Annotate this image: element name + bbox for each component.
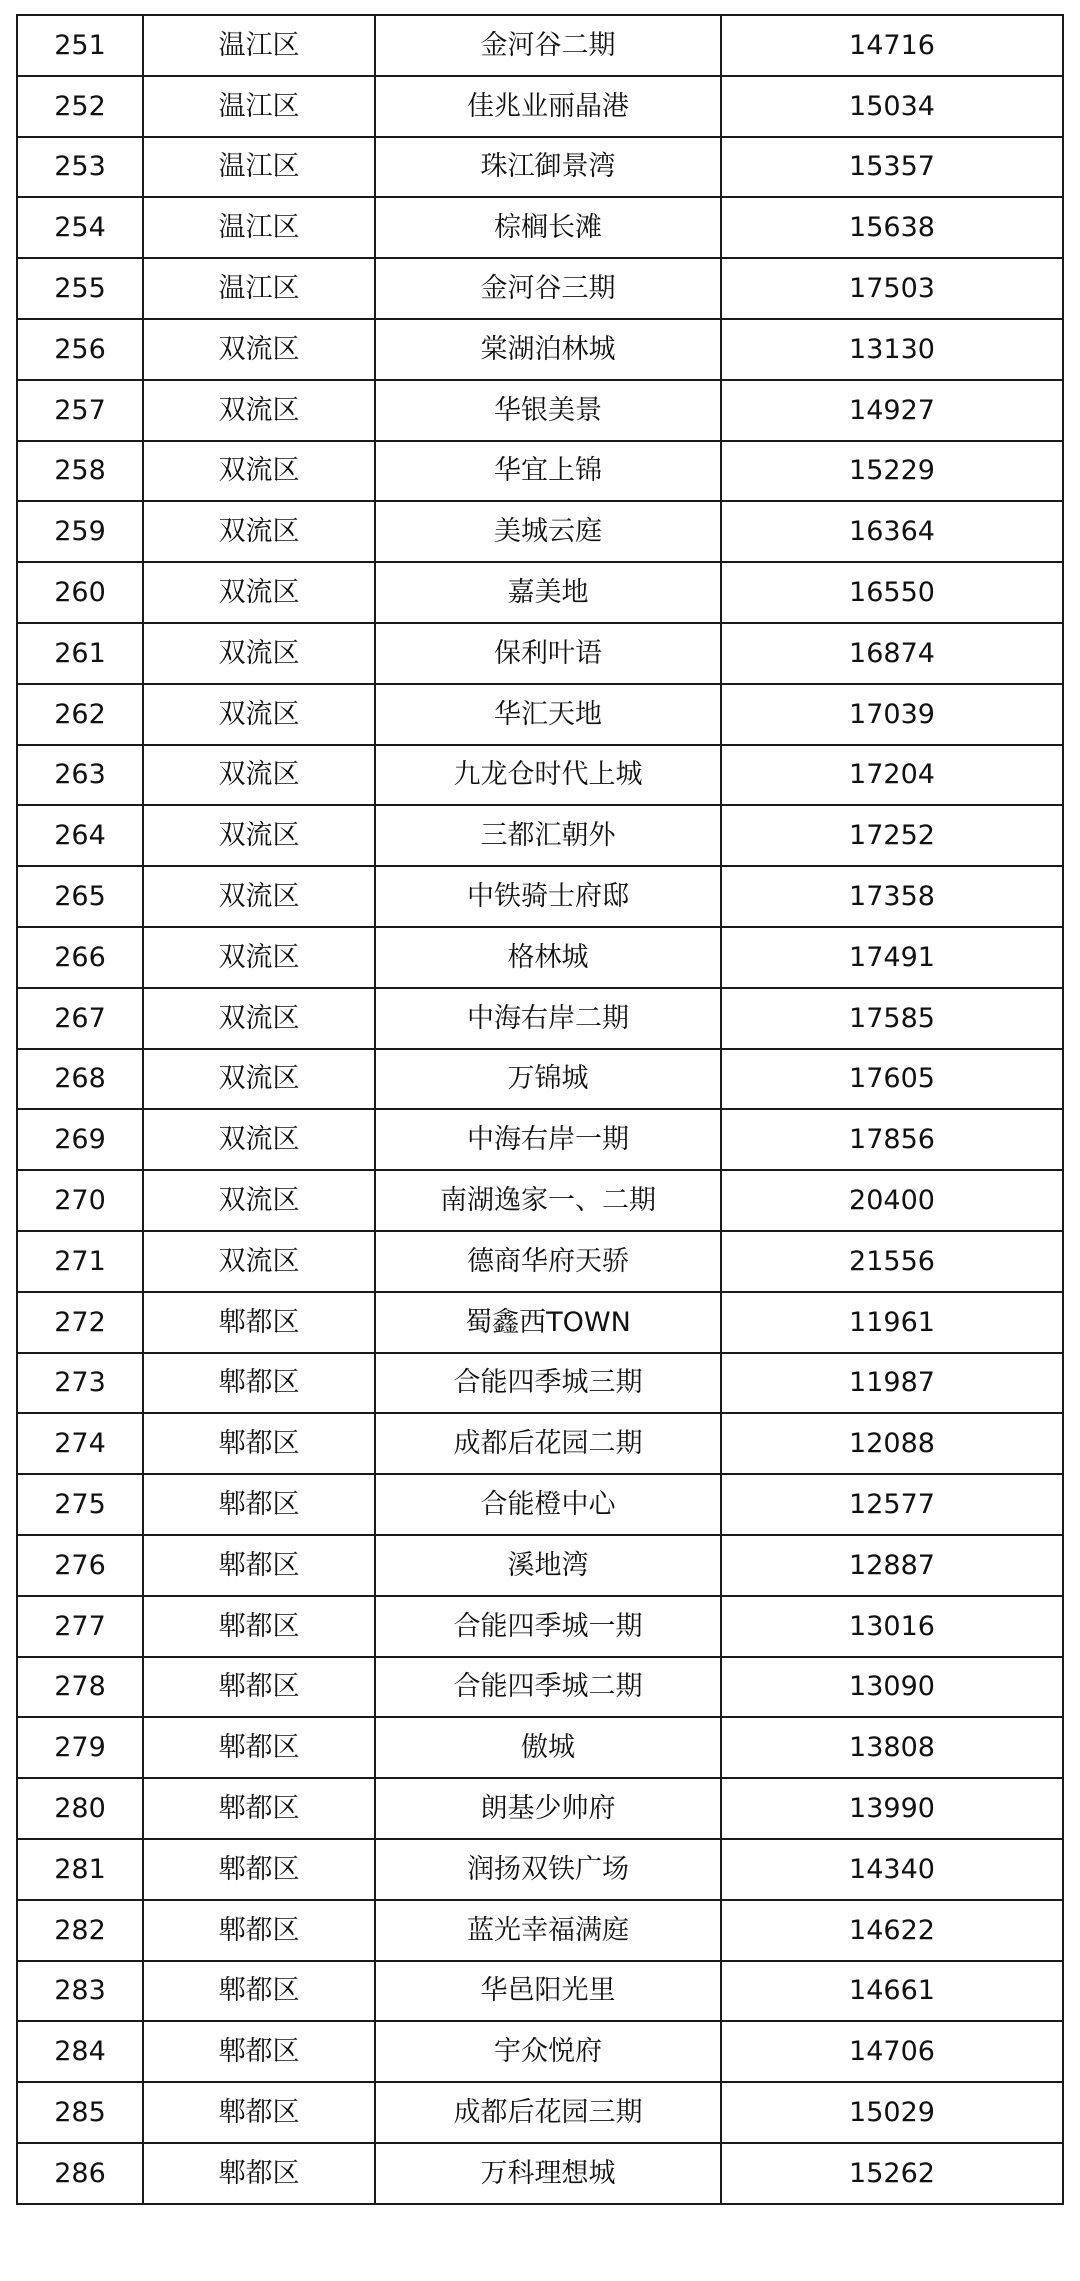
community-name-cell: 合能四季城二期 xyxy=(375,1657,721,1718)
row-number-cell: 251 xyxy=(17,15,143,76)
district-cell: 郫都区 xyxy=(143,1535,375,1596)
row-number-cell: 266 xyxy=(17,927,143,988)
row-number-cell: 267 xyxy=(17,988,143,1049)
district-cell: 郫都区 xyxy=(143,1839,375,1900)
row-number-cell: 275 xyxy=(17,1474,143,1535)
community-name-cell: 南湖逸家一、二期 xyxy=(375,1170,721,1231)
price-cell: 17358 xyxy=(721,866,1063,927)
table-row xyxy=(17,1413,1063,1474)
district-cell: 郫都区 xyxy=(143,1413,375,1474)
price-cell: 16550 xyxy=(721,562,1063,623)
district-cell: 双流区 xyxy=(143,623,375,684)
table-row xyxy=(17,2143,1063,2204)
price-cell: 14661 xyxy=(721,1961,1063,2022)
community-name-cell: 成都后花园二期 xyxy=(375,1413,721,1474)
table-row xyxy=(17,1717,1063,1778)
table-row xyxy=(17,1292,1063,1353)
table-row xyxy=(17,1474,1063,1535)
district-cell: 双流区 xyxy=(143,319,375,380)
community-name-cell: 华宜上锦 xyxy=(375,441,721,502)
table-row xyxy=(17,137,1063,198)
row-number-cell: 281 xyxy=(17,1839,143,1900)
table-body xyxy=(17,15,1063,2204)
table-row xyxy=(17,1535,1063,1596)
price-cell: 16364 xyxy=(721,501,1063,562)
district-cell: 双流区 xyxy=(143,501,375,562)
community-name-cell: 华邑阳光里 xyxy=(375,1961,721,2022)
community-name-cell: 润扬双铁广场 xyxy=(375,1839,721,1900)
table-row xyxy=(17,1049,1063,1110)
table-row xyxy=(17,623,1063,684)
price-cell: 17204 xyxy=(721,745,1063,806)
district-cell: 郫都区 xyxy=(143,1717,375,1778)
price-cell: 15029 xyxy=(721,2082,1063,2143)
row-number-cell: 284 xyxy=(17,2021,143,2082)
row-number-cell: 278 xyxy=(17,1657,143,1718)
row-number-cell: 286 xyxy=(17,2143,143,2204)
row-number-cell: 254 xyxy=(17,197,143,258)
district-cell: 双流区 xyxy=(143,745,375,806)
community-name-cell: 傲城 xyxy=(375,1717,721,1778)
row-number-cell: 260 xyxy=(17,562,143,623)
price-cell: 17252 xyxy=(721,805,1063,866)
district-cell: 温江区 xyxy=(143,197,375,258)
district-cell: 郫都区 xyxy=(143,1900,375,1961)
community-name-cell: 成都后花园三期 xyxy=(375,2082,721,2143)
community-name-cell: 合能四季城三期 xyxy=(375,1353,721,1414)
district-cell: 双流区 xyxy=(143,1170,375,1231)
price-cell: 13016 xyxy=(721,1596,1063,1657)
table-row xyxy=(17,1231,1063,1292)
table-row xyxy=(17,441,1063,502)
table-row xyxy=(17,1778,1063,1839)
district-cell: 双流区 xyxy=(143,1049,375,1110)
community-name-cell: 华汇天地 xyxy=(375,684,721,745)
row-number-cell: 264 xyxy=(17,805,143,866)
district-cell: 双流区 xyxy=(143,380,375,441)
community-name-cell: 保利叶语 xyxy=(375,623,721,684)
row-number-cell: 285 xyxy=(17,2082,143,2143)
row-number-cell: 273 xyxy=(17,1353,143,1414)
price-cell: 13090 xyxy=(721,1657,1063,1718)
community-name-cell: 棠湖泊林城 xyxy=(375,319,721,380)
price-cell: 17491 xyxy=(721,927,1063,988)
row-number-cell: 282 xyxy=(17,1900,143,1961)
price-cell: 15262 xyxy=(721,2143,1063,2204)
row-number-cell: 271 xyxy=(17,1231,143,1292)
row-number-cell: 263 xyxy=(17,745,143,806)
district-cell: 郫都区 xyxy=(143,1778,375,1839)
price-cell: 14340 xyxy=(721,1839,1063,1900)
table-row xyxy=(17,76,1063,137)
district-cell: 郫都区 xyxy=(143,2021,375,2082)
community-name-cell: 中海右岸二期 xyxy=(375,988,721,1049)
price-cell: 15034 xyxy=(721,76,1063,137)
row-number-cell: 280 xyxy=(17,1778,143,1839)
table-row xyxy=(17,319,1063,380)
community-name-cell: 金河谷三期 xyxy=(375,258,721,319)
district-cell: 郫都区 xyxy=(143,1657,375,1718)
table-row xyxy=(17,501,1063,562)
price-cell: 13808 xyxy=(721,1717,1063,1778)
price-cell: 11961 xyxy=(721,1292,1063,1353)
community-name-cell: 格林城 xyxy=(375,927,721,988)
district-cell: 双流区 xyxy=(143,1109,375,1170)
price-table-sheet xyxy=(16,14,1062,2205)
row-number-cell: 277 xyxy=(17,1596,143,1657)
district-cell: 郫都区 xyxy=(143,1353,375,1414)
district-cell: 双流区 xyxy=(143,1231,375,1292)
row-number-cell: 258 xyxy=(17,441,143,502)
row-number-cell: 272 xyxy=(17,1292,143,1353)
row-number-cell: 265 xyxy=(17,866,143,927)
table-row xyxy=(17,1596,1063,1657)
price-cell: 20400 xyxy=(721,1170,1063,1231)
community-name-cell: 蜀鑫西TOWN xyxy=(375,1292,721,1353)
community-name-cell: 合能橙中心 xyxy=(375,1474,721,1535)
price-cell: 17605 xyxy=(721,1049,1063,1110)
community-name-cell: 金河谷二期 xyxy=(375,15,721,76)
table-row xyxy=(17,745,1063,806)
price-cell: 12887 xyxy=(721,1535,1063,1596)
district-cell: 温江区 xyxy=(143,258,375,319)
price-cell: 17039 xyxy=(721,684,1063,745)
row-number-cell: 262 xyxy=(17,684,143,745)
table-row xyxy=(17,1900,1063,1961)
district-cell: 郫都区 xyxy=(143,1474,375,1535)
district-cell: 郫都区 xyxy=(143,2143,375,2204)
row-number-cell: 268 xyxy=(17,1049,143,1110)
district-cell: 郫都区 xyxy=(143,1961,375,2022)
price-cell: 15229 xyxy=(721,441,1063,502)
price-cell: 15638 xyxy=(721,197,1063,258)
price-cell: 14927 xyxy=(721,380,1063,441)
price-cell: 11987 xyxy=(721,1353,1063,1414)
row-number-cell: 274 xyxy=(17,1413,143,1474)
community-name-cell: 溪地湾 xyxy=(375,1535,721,1596)
table-row xyxy=(17,866,1063,927)
row-number-cell: 257 xyxy=(17,380,143,441)
district-cell: 双流区 xyxy=(143,562,375,623)
table-row xyxy=(17,1353,1063,1414)
row-number-cell: 252 xyxy=(17,76,143,137)
row-number-cell: 253 xyxy=(17,137,143,198)
community-name-cell: 美城云庭 xyxy=(375,501,721,562)
price-cell: 14622 xyxy=(721,1900,1063,1961)
district-cell: 双流区 xyxy=(143,441,375,502)
row-number-cell: 276 xyxy=(17,1535,143,1596)
price-cell: 12088 xyxy=(721,1413,1063,1474)
table-row xyxy=(17,258,1063,319)
table-row xyxy=(17,988,1063,1049)
price-cell: 13990 xyxy=(721,1778,1063,1839)
price-cell: 13130 xyxy=(721,319,1063,380)
price-cell: 12577 xyxy=(721,1474,1063,1535)
community-name-cell: 德商华府天骄 xyxy=(375,1231,721,1292)
community-name-cell: 蓝光幸福满庭 xyxy=(375,1900,721,1961)
district-cell: 郫都区 xyxy=(143,2082,375,2143)
district-cell: 双流区 xyxy=(143,805,375,866)
district-cell: 温江区 xyxy=(143,15,375,76)
row-number-cell: 256 xyxy=(17,319,143,380)
price-table xyxy=(16,14,1064,2205)
community-name-cell: 珠江御景湾 xyxy=(375,137,721,198)
table-row xyxy=(17,684,1063,745)
district-cell: 双流区 xyxy=(143,684,375,745)
community-name-cell: 华银美景 xyxy=(375,380,721,441)
district-cell: 温江区 xyxy=(143,76,375,137)
table-row xyxy=(17,1657,1063,1718)
community-name-cell: 中海右岸一期 xyxy=(375,1109,721,1170)
community-name-cell: 宇众悦府 xyxy=(375,2021,721,2082)
table-row xyxy=(17,197,1063,258)
district-cell: 双流区 xyxy=(143,988,375,1049)
price-cell: 15357 xyxy=(721,137,1063,198)
table-row xyxy=(17,380,1063,441)
district-cell: 郫都区 xyxy=(143,1596,375,1657)
price-cell: 17585 xyxy=(721,988,1063,1049)
row-number-cell: 259 xyxy=(17,501,143,562)
district-cell: 双流区 xyxy=(143,927,375,988)
district-cell: 温江区 xyxy=(143,137,375,198)
price-cell: 16874 xyxy=(721,623,1063,684)
table-row xyxy=(17,2021,1063,2082)
community-name-cell: 九龙仓时代上城 xyxy=(375,745,721,806)
district-cell: 郫都区 xyxy=(143,1292,375,1353)
district-cell: 双流区 xyxy=(143,866,375,927)
community-name-cell: 合能四季城一期 xyxy=(375,1596,721,1657)
community-name-cell: 万科理想城 xyxy=(375,2143,721,2204)
table-row xyxy=(17,2082,1063,2143)
row-number-cell: 255 xyxy=(17,258,143,319)
community-name-cell: 三都汇朝外 xyxy=(375,805,721,866)
table-row xyxy=(17,562,1063,623)
table-row xyxy=(17,15,1063,76)
community-name-cell: 朗基少帅府 xyxy=(375,1778,721,1839)
community-name-cell: 棕榈长滩 xyxy=(375,197,721,258)
table-row xyxy=(17,1961,1063,2022)
price-cell: 17503 xyxy=(721,258,1063,319)
row-number-cell: 270 xyxy=(17,1170,143,1231)
price-cell: 17856 xyxy=(721,1109,1063,1170)
row-number-cell: 269 xyxy=(17,1109,143,1170)
row-number-cell: 261 xyxy=(17,623,143,684)
table-row xyxy=(17,927,1063,988)
table-row xyxy=(17,1170,1063,1231)
community-name-cell: 佳兆业丽晶港 xyxy=(375,76,721,137)
price-cell: 14706 xyxy=(721,2021,1063,2082)
community-name-cell: 中铁骑士府邸 xyxy=(375,866,721,927)
price-cell: 14716 xyxy=(721,15,1063,76)
table-row xyxy=(17,1109,1063,1170)
price-cell: 21556 xyxy=(721,1231,1063,1292)
table-row xyxy=(17,805,1063,866)
community-name-cell: 嘉美地 xyxy=(375,562,721,623)
table-row xyxy=(17,1839,1063,1900)
row-number-cell: 283 xyxy=(17,1961,143,2022)
row-number-cell: 279 xyxy=(17,1717,143,1778)
community-name-cell: 万锦城 xyxy=(375,1049,721,1110)
